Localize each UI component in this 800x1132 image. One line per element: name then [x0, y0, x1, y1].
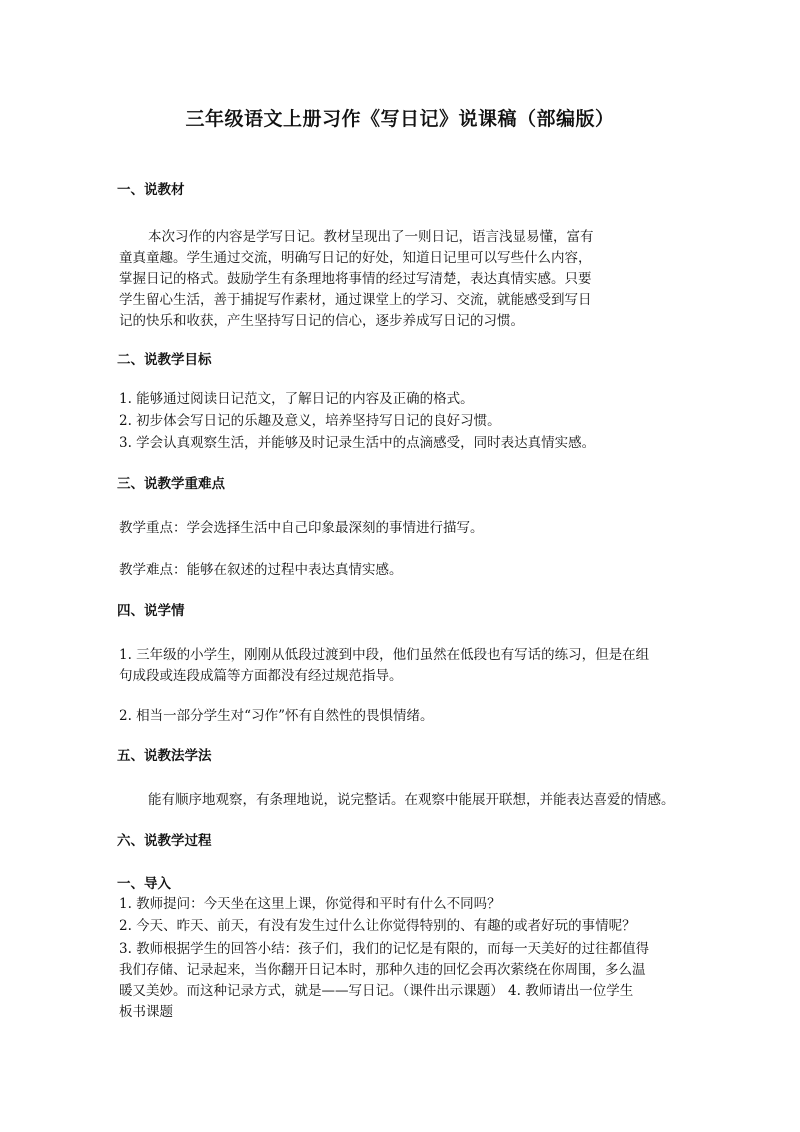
list-item: 1. 教师提问：今天坐在这里上课，你觉得和平时有什么不同吗？ [119, 896, 501, 912]
heading-process: 六、说教学过程 [117, 833, 212, 849]
paragraph-line: 童真童趣。学生通过交流，明确写日记的好处，知道日记里可以写些什么内容， [119, 250, 592, 266]
paragraph-line: 句成段或连段成篇等方面都没有经过规范指导。 [119, 668, 403, 684]
heading-methods: 五、说教法学法 [117, 748, 212, 764]
heading-textbook: 一、说教材 [117, 182, 185, 198]
subheading-intro: 一、导入 [117, 876, 171, 892]
heading-key-points: 三、说教学重难点 [117, 476, 225, 492]
teaching-key-point: 教学重点：学会选择生活中自己印象最深刻的事情进行描写。 [119, 520, 484, 536]
paragraph-line: 我们存储、记录起来，当你翻开日记本时，那种久违的回忆会再次萦绕在你周围，多么温 [119, 962, 646, 978]
paragraph-line: 板书课题 [119, 1004, 173, 1020]
list-item: 3. 学会认真观察生活，并能够及时记录生活中的点滴感受，同时表达真情实感。 [119, 435, 596, 451]
paragraph-line: 学生留心生活，善于捕捉写作素材，通过课堂上的学习、交流，就能感受到写日 [119, 292, 592, 308]
paragraph-line: 掌握日记的格式。鼓励学生有条理地将事情的经过写清楚，表达真情实感。只要 [119, 271, 592, 287]
teaching-difficulty: 教学难点：能够在叙述的过程中表达真情实感。 [119, 562, 403, 578]
paragraph-line: 本次习作的内容是学写日记。教材呈现出了一则日记，语言浅显易懂，富有 [148, 229, 594, 245]
paragraph-line: 3. 教师根据学生的回答小结：孩子们，我们的记忆是有限的，而每一天美好的过往都值得 [119, 941, 650, 957]
paragraph-line: 暖又美妙。而这种记录方式，就是——写日记。（课件出示课题） 4. 教师请出一位学生 [119, 983, 634, 999]
document-title: 三年级语文上册习作《写日记》说课稿（部编版） [185, 108, 615, 130]
paragraph-line: 2. 相当一部分学生对“习作”怀有自然性的畏惧情绪。 [119, 708, 434, 724]
paragraph-line: 能有顺序地观察，有条理地说，说完整话。在观察中能展开联想，并能表达喜爱的情感。 [148, 792, 675, 808]
list-item: 2. 今天、昨天、前天，有没有发生过什么让你觉得特别的、有趣的或者好玩的事情呢？ [119, 918, 636, 934]
paragraph-line: 1. 三年级的小学生，刚刚从低段过渡到中段，他们虽然在低段也有写话的练习，但是在组 [119, 647, 650, 663]
heading-objectives: 二、说教学目标 [117, 352, 212, 368]
list-item: 1. 能够通过阅读日记范文，了解日记的内容及正确的格式。 [119, 391, 474, 407]
heading-student-situation: 四、说学情 [117, 603, 185, 619]
paragraph-line: 记的快乐和收获，产生坚持写日记的信心，逐步养成写日记的习惯。 [119, 313, 524, 329]
list-item: 2. 初步体会写日记的乐趣及意义，培养坚持写日记的良好习惯。 [119, 413, 501, 429]
